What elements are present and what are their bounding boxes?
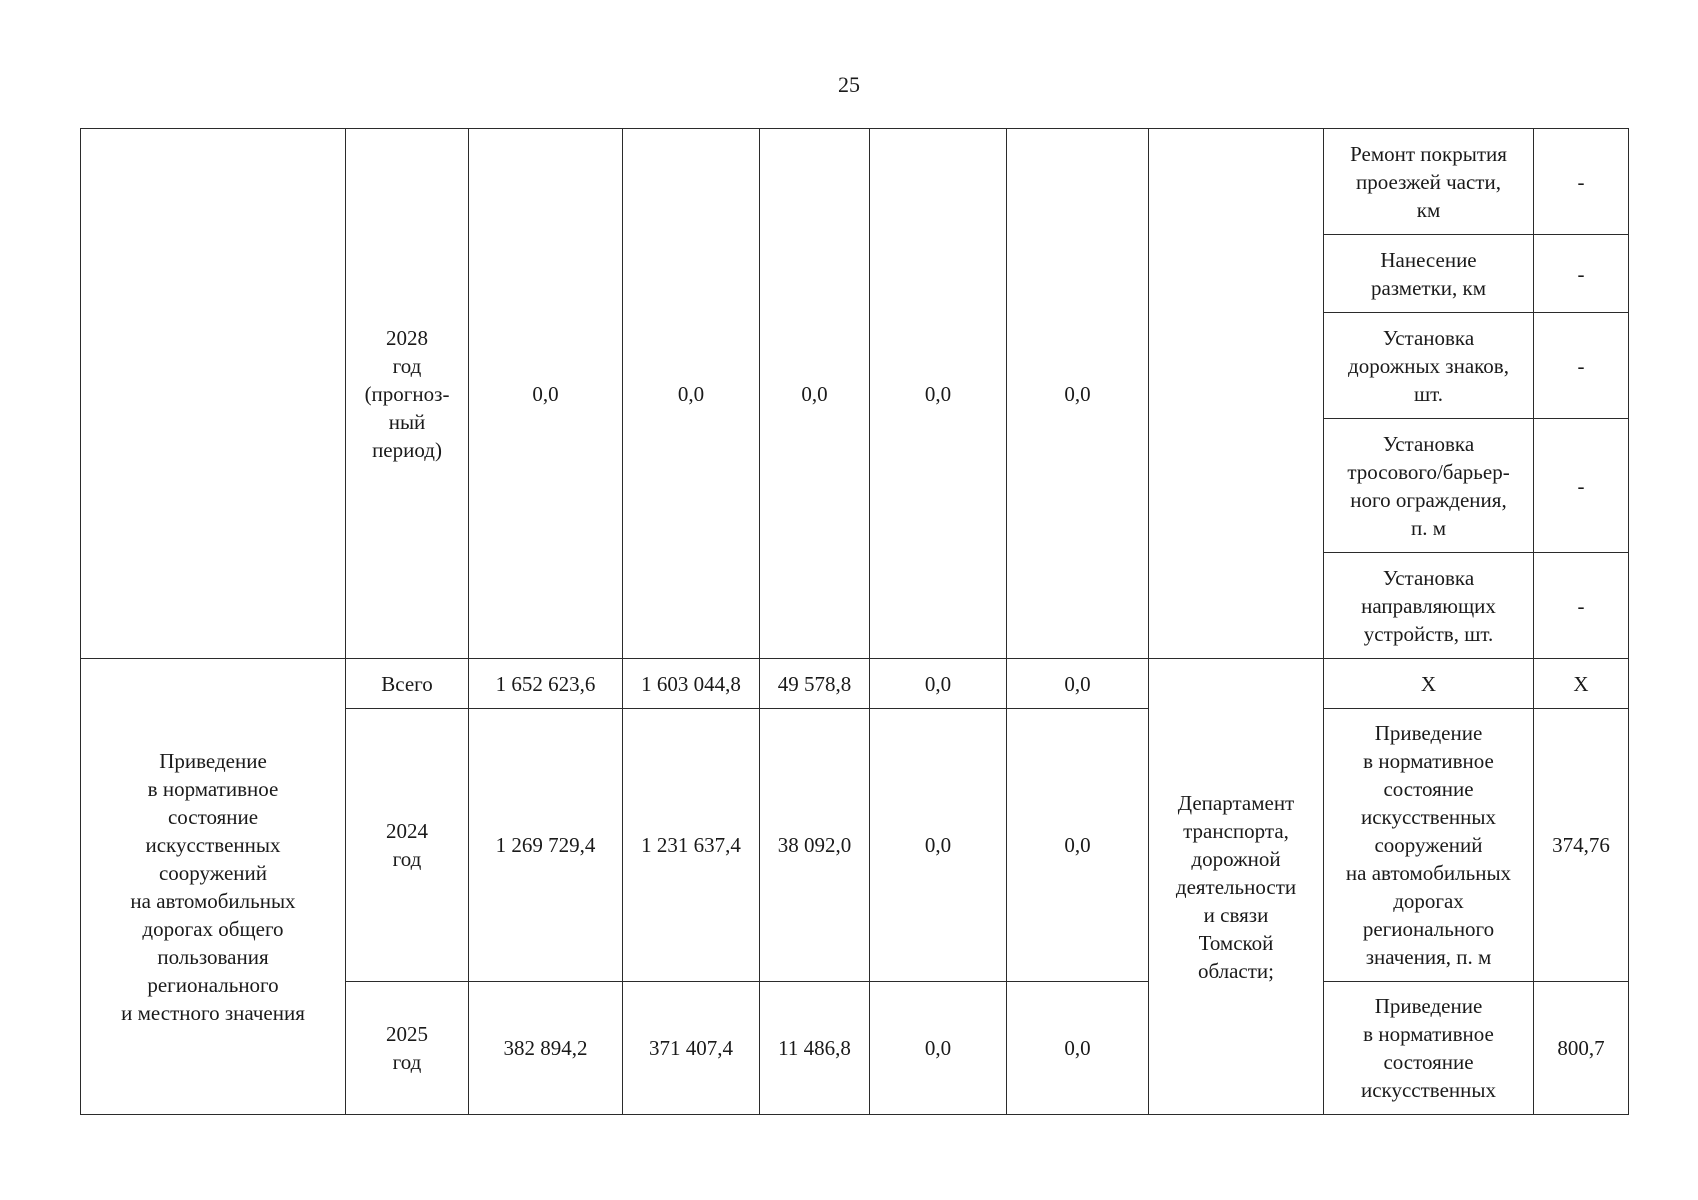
period-cell: 2024 год <box>346 709 469 982</box>
indicator-value: - <box>1534 235 1629 313</box>
value-cell-total: 1 652 623,6 <box>469 659 623 709</box>
indicator-name: Приведение в нормативное состояние искусственных <box>1324 982 1534 1115</box>
indicator-name: Установка дорожных знаков, шт. <box>1324 313 1534 419</box>
value-cell-local: 0,0 <box>870 982 1007 1115</box>
indicator-name: Ремонт покрытия проезжей части, км <box>1324 129 1534 235</box>
table-row <box>81 659 1629 709</box>
indicator-value: 800,7 <box>1534 982 1629 1115</box>
indicator-name: Нанесение разметки, км <box>1324 235 1534 313</box>
page-number: 25 <box>838 72 860 97</box>
indicator-name: Приведение в нормативное состояние искусственных сооружений на автомобильных дорогах регионального значения, п. м <box>1324 709 1534 982</box>
indicator-name: Х <box>1324 659 1534 709</box>
indicator-value: - <box>1534 129 1629 235</box>
value-cell-other: 0,0 <box>1007 709 1149 982</box>
value-cell-local: 0,0 <box>870 709 1007 982</box>
indicator-value: 374,76 <box>1534 709 1629 982</box>
indicator-name: Установка тросового/барьер- ного ограждения, п. м <box>1324 419 1534 553</box>
value-cell-local: 0,0 <box>870 129 1007 659</box>
indicator-name: Установка направляющих устройств, шт. <box>1324 553 1534 659</box>
indicator-value: Х <box>1534 659 1629 709</box>
value-cell-other: 0,0 <box>1007 659 1149 709</box>
value-cell-local: 0,0 <box>870 659 1007 709</box>
value-cell-total: 0,0 <box>469 129 623 659</box>
value-cell-regional: 49 578,8 <box>760 659 870 709</box>
value-cell-other: 0,0 <box>1007 129 1149 659</box>
period-cell: 2025 год <box>346 982 469 1115</box>
indicator-value: - <box>1534 419 1629 553</box>
value-cell-total: 1 269 729,4 <box>469 709 623 982</box>
value-cell-regional: 0,0 <box>760 129 870 659</box>
period-cell: Всего <box>346 659 469 709</box>
executor-cell-empty <box>1149 129 1324 659</box>
executor-name: Департамент транспорта, дорожной деятельности и связи Томской области; <box>1149 659 1324 1115</box>
value-cell-federal: 0,0 <box>623 129 760 659</box>
event-cell-empty <box>81 129 346 659</box>
value-cell-regional: 38 092,0 <box>760 709 870 982</box>
value-cell-regional: 11 486,8 <box>760 982 870 1115</box>
value-cell-other: 0,0 <box>1007 982 1149 1115</box>
value-cell-federal: 1 231 637,4 <box>623 709 760 982</box>
indicator-value: - <box>1534 553 1629 659</box>
program-table <box>80 128 1629 1115</box>
indicator-value: - <box>1534 313 1629 419</box>
period-cell: 2028 год (прогноз- ный период) <box>346 129 469 659</box>
event-name: Приведение в нормативное состояние искусственных сооружений на автомобильных дорогах общего пользования регионального и местного значения <box>81 659 346 1115</box>
value-cell-total: 382 894,2 <box>469 982 623 1115</box>
value-cell-federal: 1 603 044,8 <box>623 659 760 709</box>
table-row <box>81 129 1629 235</box>
value-cell-federal: 371 407,4 <box>623 982 760 1115</box>
